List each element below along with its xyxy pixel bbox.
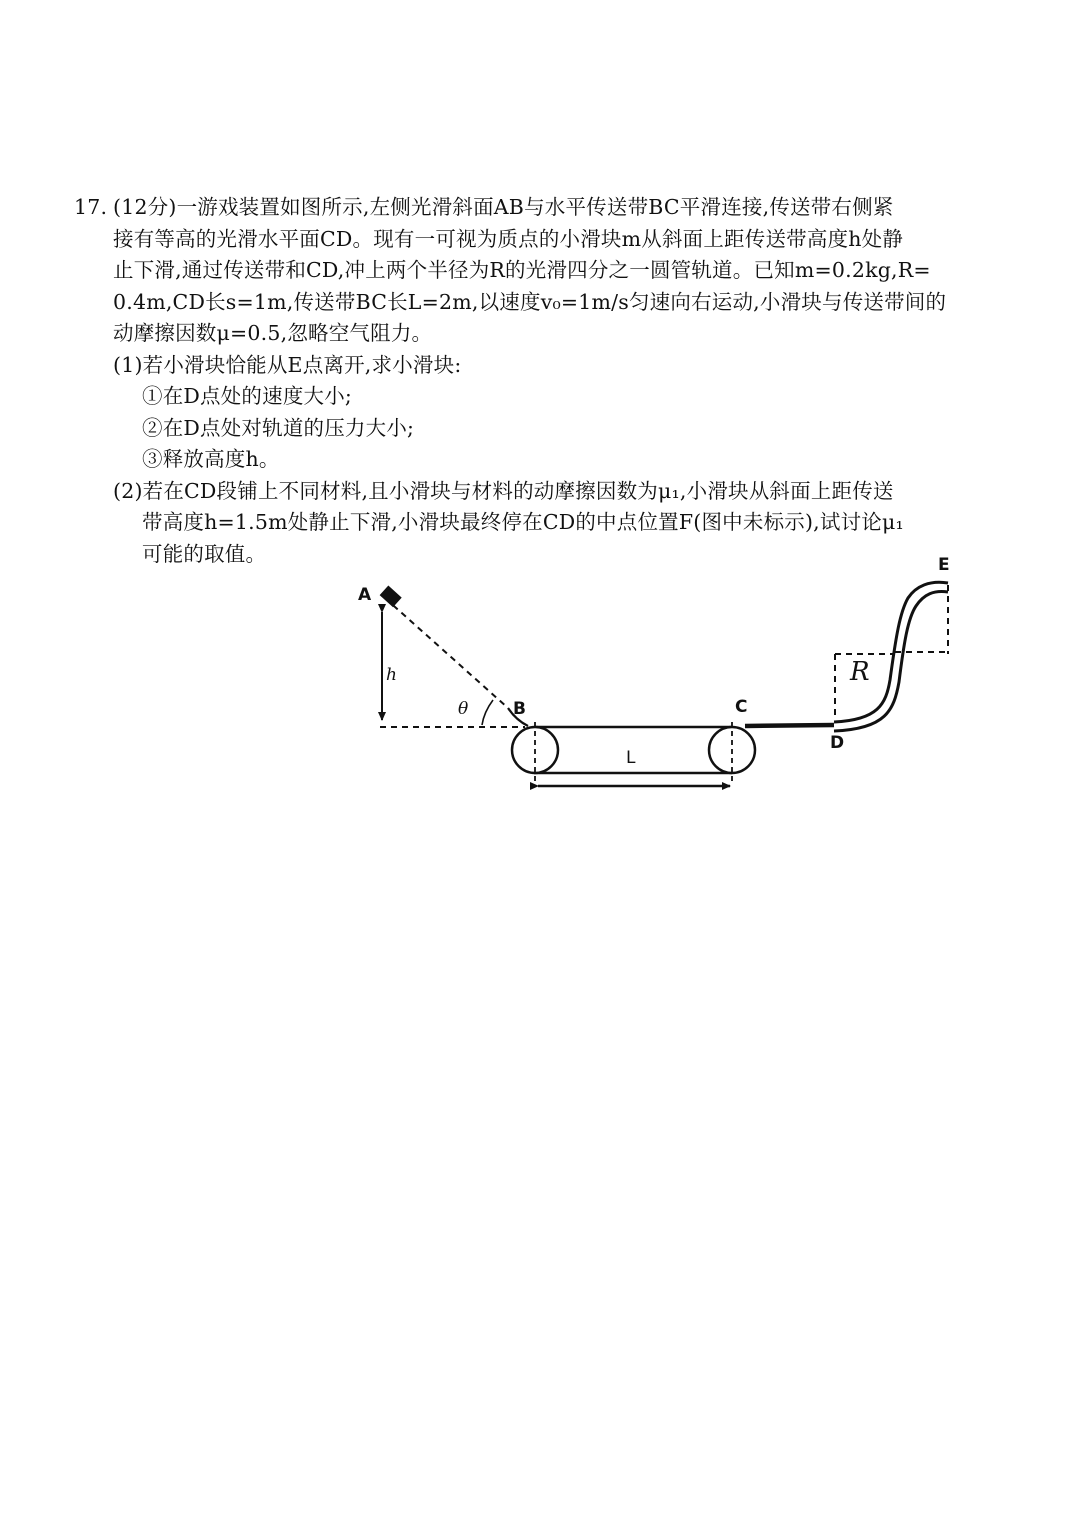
part1-item-2: ②在D点处对轨道的压力大小; — [142, 415, 415, 440]
problem-line-2: 接有等高的光滑水平面CD。现有一可视为质点的小滑块m从斜面上距传送带高度h处静 — [113, 226, 904, 251]
problem-line-4: 0.4m,CD长s=1m,传送带BC长L=2m,以速度v₀=1m/s匀速向右运动,小滑块与传送带间的 — [113, 289, 947, 314]
surface-cd — [745, 725, 834, 726]
apparatus-diagram — [350, 550, 970, 800]
part2-line-3: 可能的取值。 — [142, 541, 267, 566]
label-r: R — [850, 657, 870, 687]
part1-item-3: ③释放高度h。 — [142, 447, 280, 471]
label-h: h — [386, 665, 397, 685]
label-b: B — [513, 699, 526, 719]
incline-ab — [385, 598, 508, 708]
part2-line-2: 带高度h=1.5m处静止下滑,小滑块最终停在CD的中点位置F(图中未标示),试讨论μ₁ — [142, 510, 904, 534]
slider-block — [380, 586, 402, 608]
label-d: D — [830, 733, 845, 753]
problem-line-1 — [74, 192, 974, 224]
label-a: A — [358, 585, 372, 605]
label-theta: θ — [458, 699, 469, 719]
theta-arc — [482, 700, 493, 725]
problem-number: 17. — [74, 195, 108, 219]
label-e: E — [938, 555, 950, 575]
problem-line-3: 止下滑,通过传送带和CD,冲上两个半径为R的光滑四分之一圆管轨道。已知m=0.2kg,R= — [113, 258, 931, 282]
problem-line-5: 动摩擦因数μ=0.5,忽略空气阻力。 — [113, 321, 433, 345]
part2-line-1: (2)若在CD段铺上不同材料,且小滑块与材料的动摩擦因数为μ₁,小滑块从斜面上距传送 — [113, 478, 894, 503]
label-l: L — [626, 748, 636, 768]
problem-text-1: (12分)一游戏装置如图所示,左侧光滑斜面AB与水平传送带BC平滑连接,传送带右侧紧 — [113, 195, 894, 219]
label-c: C — [735, 697, 748, 717]
part1-item-1: ①在D点处的速度大小; — [142, 384, 353, 408]
part1-intro: (1)若小滑块恰能从E点离开,求小滑块: — [113, 352, 462, 377]
problem-17 — [74, 192, 974, 570]
